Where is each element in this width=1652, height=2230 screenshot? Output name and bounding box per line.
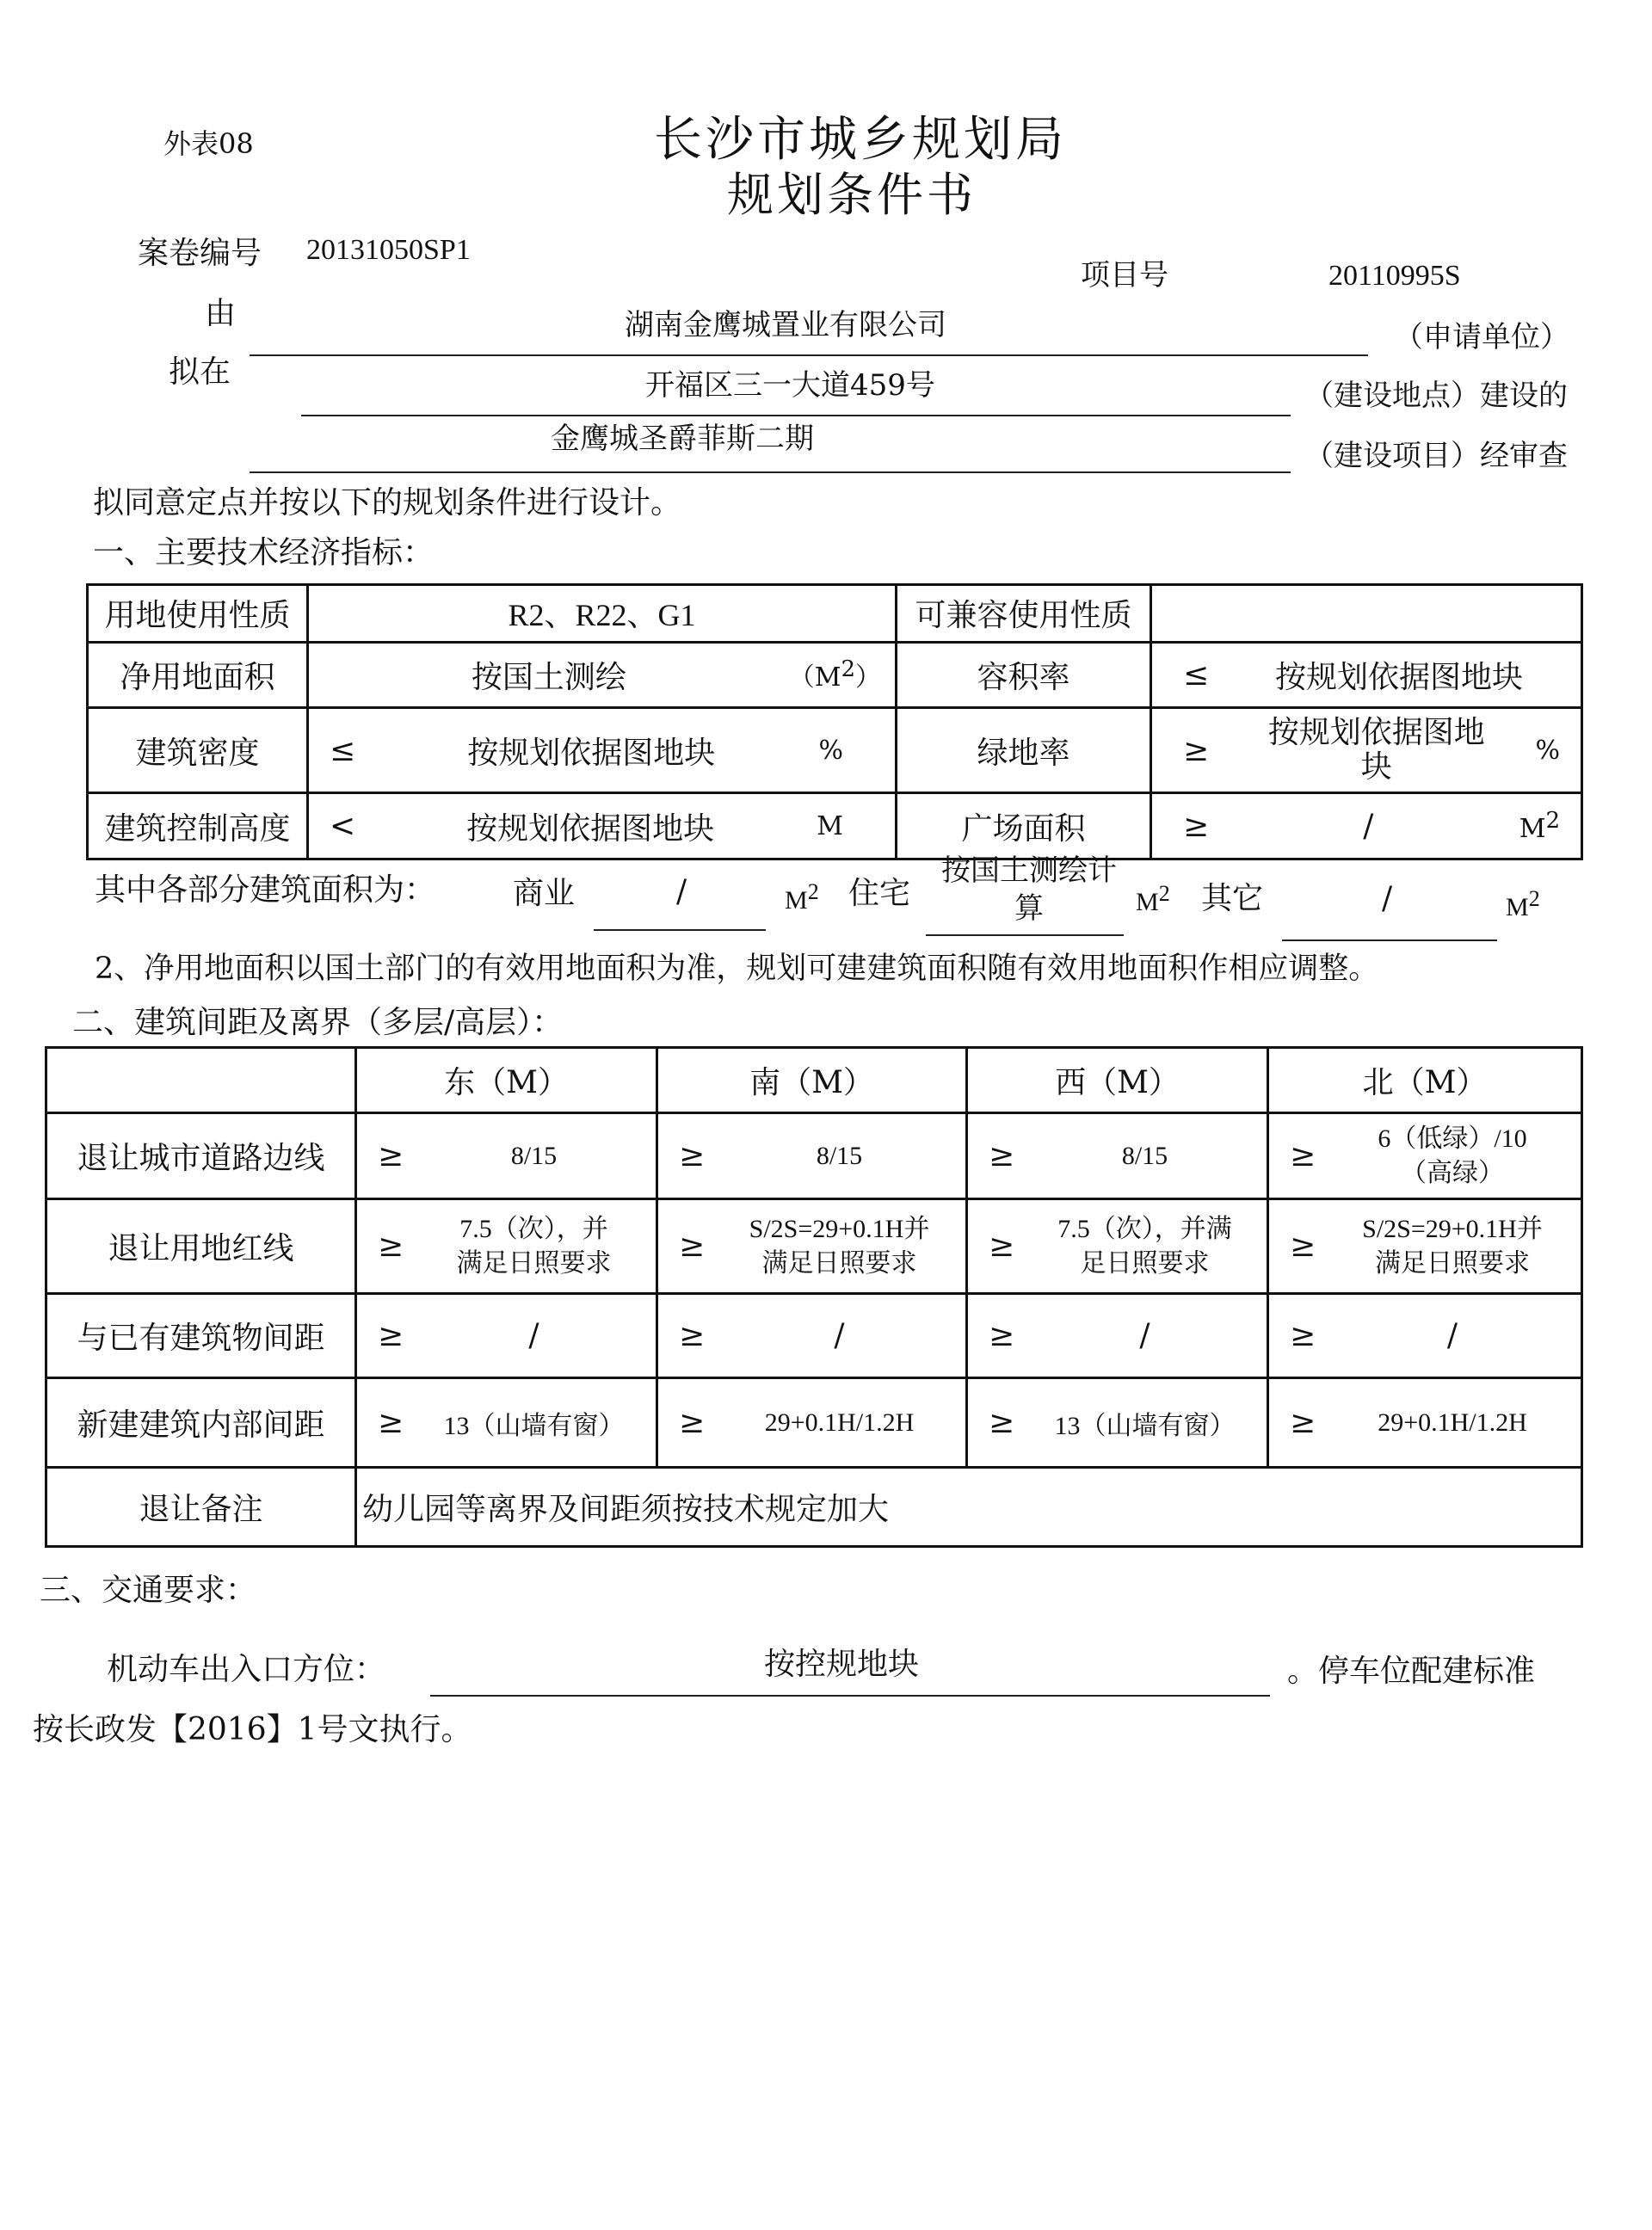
case-number: 20131050SP1 — [306, 234, 471, 266]
gte-symbol: ≥ — [989, 1318, 1015, 1353]
areas-label: 其中各部分建筑面积为： — [95, 872, 436, 908]
other-underline — [1282, 939, 1497, 941]
setback-cell — [657, 1294, 967, 1378]
height-cell — [308, 793, 897, 859]
setback-cell — [1268, 1113, 1582, 1199]
setback-cell — [1268, 1378, 1582, 1468]
table-row — [46, 1199, 1582, 1294]
gte-symbol: ≥ — [378, 1405, 404, 1440]
project-suffix: （建设项目）经审查 — [1304, 439, 1568, 473]
compatible-use-value — [1151, 585, 1582, 643]
gte-symbol: ≥ — [378, 1318, 404, 1353]
gte-symbol: ≥ — [679, 1229, 706, 1264]
setback-cell — [356, 1294, 657, 1378]
gte-symbol: ≥ — [1183, 732, 1210, 768]
cell-value: S/2S=29+0.1H并 满足日照要求 — [1362, 1214, 1543, 1278]
by-label: 由 — [205, 296, 237, 331]
green-ratio-value: 按规划依据图地 块 — [1267, 715, 1485, 785]
gte-symbol: ≥ — [679, 1138, 706, 1174]
header-west: 西（M） — [967, 1048, 1268, 1113]
gte-symbol: ≥ — [679, 1405, 706, 1440]
plaza-cell — [1151, 793, 1582, 859]
setback-cell — [967, 1378, 1268, 1468]
density-unit: % — [818, 735, 843, 766]
table-row — [88, 585, 1582, 643]
height-label: 建筑控制高度 — [88, 793, 308, 859]
setback-cell — [1268, 1199, 1582, 1294]
cell-value: 8/15 — [1121, 1141, 1168, 1170]
site-suffix: （建设地点）建设的 — [1304, 379, 1568, 413]
gte-symbol: ≥ — [989, 1405, 1015, 1440]
header-east: 东（M） — [356, 1048, 657, 1113]
gte-symbol: ≥ — [378, 1138, 404, 1174]
residential-label: 住宅 — [848, 876, 911, 911]
gte-symbol: ≥ — [989, 1138, 1015, 1174]
other-value: / — [1382, 881, 1393, 916]
gte-symbol: ≥ — [1290, 1405, 1316, 1440]
residential-underline — [926, 934, 1124, 936]
project-underline — [250, 471, 1291, 473]
net-area-label: 净用地面积 — [88, 642, 308, 708]
setback-cell — [356, 1378, 657, 1468]
lte-symbol: ≤ — [1183, 656, 1210, 693]
setback-cell — [967, 1113, 1268, 1199]
setback-cell — [657, 1113, 967, 1199]
cell-value: 29+0.1H/1.2H — [764, 1408, 915, 1437]
site-address: 开福区三一大道459号 — [645, 368, 935, 403]
lte-symbol: ≤ — [330, 732, 356, 768]
setback-cell — [967, 1199, 1268, 1294]
page-title: 长沙市城乡规划局 — [654, 112, 1067, 168]
commercial-unit: $M^2$ — [785, 879, 819, 915]
entrance-value: 按控规地块 — [764, 1647, 920, 1682]
applicant-suffix: （申请单位） — [1394, 320, 1569, 354]
density-value: 按规划依据图地块 — [467, 735, 716, 771]
setback-cell — [356, 1113, 657, 1199]
cell-value: 8/15 — [816, 1141, 863, 1170]
green-ratio-unit: % — [1535, 735, 1560, 766]
table-row — [88, 793, 1582, 859]
gte-symbol: ≥ — [989, 1229, 1015, 1264]
table-row — [46, 1294, 1582, 1378]
cell-value: 7.5（次），并 满足日照要求 — [456, 1214, 612, 1278]
gte-symbol: ≥ — [378, 1229, 404, 1264]
commercial-label: 商业 — [513, 876, 576, 911]
net-area-value: 按国土测绘 — [471, 659, 626, 695]
setback-cell — [657, 1378, 967, 1468]
table-row — [88, 708, 1582, 793]
net-area-cell — [308, 642, 897, 708]
density-label: 建筑密度 — [88, 708, 308, 793]
note-2: 2、净用地面积以国土部门的有效用地面积为准，规划可建建筑面积随有效用地面积作相应调整。 — [95, 952, 1379, 986]
cell-value: 13（山墙有窗） — [443, 1411, 625, 1440]
gte-symbol: ≥ — [1290, 1229, 1316, 1264]
setback-cell — [657, 1199, 967, 1294]
cell-value: 13（山墙有窗） — [1054, 1411, 1236, 1440]
gte-symbol: ≥ — [1290, 1318, 1316, 1353]
row-label: 新建建筑内部间距 — [46, 1378, 356, 1468]
residential-value: 按国土测绘计 算 — [941, 853, 1117, 926]
table-row — [46, 1048, 1582, 1113]
other-label: 其它 — [1201, 881, 1264, 916]
land-use-label: 用地使用性质 — [88, 585, 308, 643]
section1-heading: 一、主要技术经济指标： — [93, 535, 435, 570]
case-number-label: 案卷编号 — [138, 236, 262, 271]
applicant-underline — [250, 354, 1368, 356]
setback-cell — [967, 1294, 1268, 1378]
cell-value: / — [1446, 1318, 1458, 1353]
indicators-table — [86, 583, 1583, 860]
row-label: 与已有建筑物间距 — [46, 1294, 356, 1378]
setback-cell — [356, 1199, 657, 1294]
lt-symbol: < — [330, 808, 356, 844]
parking-text: 。停车位配建标准 — [1287, 1654, 1536, 1689]
section3-heading: 三、交通要求： — [40, 1573, 257, 1608]
land-use-value: R2、R22、G1 — [308, 585, 897, 643]
far-cell — [1151, 642, 1582, 708]
project-name: 金鹰城圣爵菲斯二期 — [551, 422, 814, 456]
cell-value: 7.5（次），并满 足日照要求 — [1057, 1214, 1232, 1278]
gte-symbol: ≥ — [679, 1318, 706, 1353]
far-value: 按规划依据图地块 — [1274, 659, 1523, 695]
other-unit: $M^2$ — [1506, 886, 1540, 921]
plan-label: 拟在 — [169, 354, 231, 390]
gte-symbol: ≥ — [1183, 808, 1210, 844]
table-row — [46, 1468, 1582, 1547]
form-number: 外表08 — [163, 127, 254, 160]
gte-symbol: ≥ — [1290, 1138, 1316, 1174]
project-number-label: 项目号 — [1081, 258, 1168, 293]
corner-cell — [46, 1048, 356, 1113]
cell-value: 8/15 — [510, 1141, 558, 1170]
plaza-value: / — [1363, 808, 1374, 844]
header-north: 北（M） — [1268, 1048, 1582, 1113]
entrance-label: 机动车出入口方位： — [107, 1652, 386, 1687]
row-label: 退让城市道路边线 — [46, 1113, 356, 1199]
green-ratio-label: 绿地率 — [897, 708, 1151, 793]
compatible-use-label: 可兼容使用性质 — [897, 585, 1151, 643]
intro-text: 拟同意定点并按以下的规划条件进行设计。 — [93, 485, 682, 521]
header-south: 南（M） — [657, 1048, 967, 1113]
cell-value: 6（低绿）/10 （高绿） — [1378, 1124, 1527, 1187]
plaza-label: 广场面积 — [897, 793, 1151, 859]
remark-text: 幼儿园等离界及间距须按技术规定加大 — [356, 1468, 1582, 1547]
remark-label: 退让备注 — [46, 1468, 356, 1547]
setback-cell — [1268, 1294, 1582, 1378]
far-label: 容积率 — [897, 642, 1151, 708]
table-row — [46, 1378, 1582, 1468]
net-area-unit: $(M^2)$ — [788, 656, 881, 693]
cell-value: 29+0.1H/1.2H — [1378, 1408, 1527, 1437]
page-subtitle: 规划条件书 — [727, 168, 977, 222]
density-cell — [308, 708, 897, 793]
residential-unit: $M^2$ — [1136, 881, 1170, 916]
cell-value: / — [1139, 1318, 1150, 1353]
cell-value: / — [528, 1318, 539, 1353]
height-unit: M — [817, 810, 843, 841]
entrance-underline — [430, 1695, 1270, 1697]
height-value: 按规划依据图地块 — [466, 810, 715, 847]
commercial-underline — [594, 929, 766, 931]
cell-value: / — [834, 1318, 845, 1353]
commercial-value: / — [676, 874, 687, 909]
row-label: 退让用地红线 — [46, 1199, 356, 1294]
setback-table — [45, 1046, 1583, 1548]
applicant-name: 湖南金鹰城置业有限公司 — [625, 308, 946, 342]
green-ratio-cell — [1151, 708, 1582, 793]
plaza-unit: $M^2$ — [1519, 808, 1560, 845]
table-row — [46, 1113, 1582, 1199]
table-row — [88, 642, 1582, 708]
project-number: 20110995S — [1328, 260, 1461, 292]
cell-value: S/2S=29+0.1H并 满足日照要求 — [749, 1214, 930, 1278]
section2-heading: 二、建筑间距及离界（多层/高层）： — [72, 1005, 564, 1040]
parking-standard: 按长政发【2016】1号文执行。 — [33, 1712, 472, 1747]
